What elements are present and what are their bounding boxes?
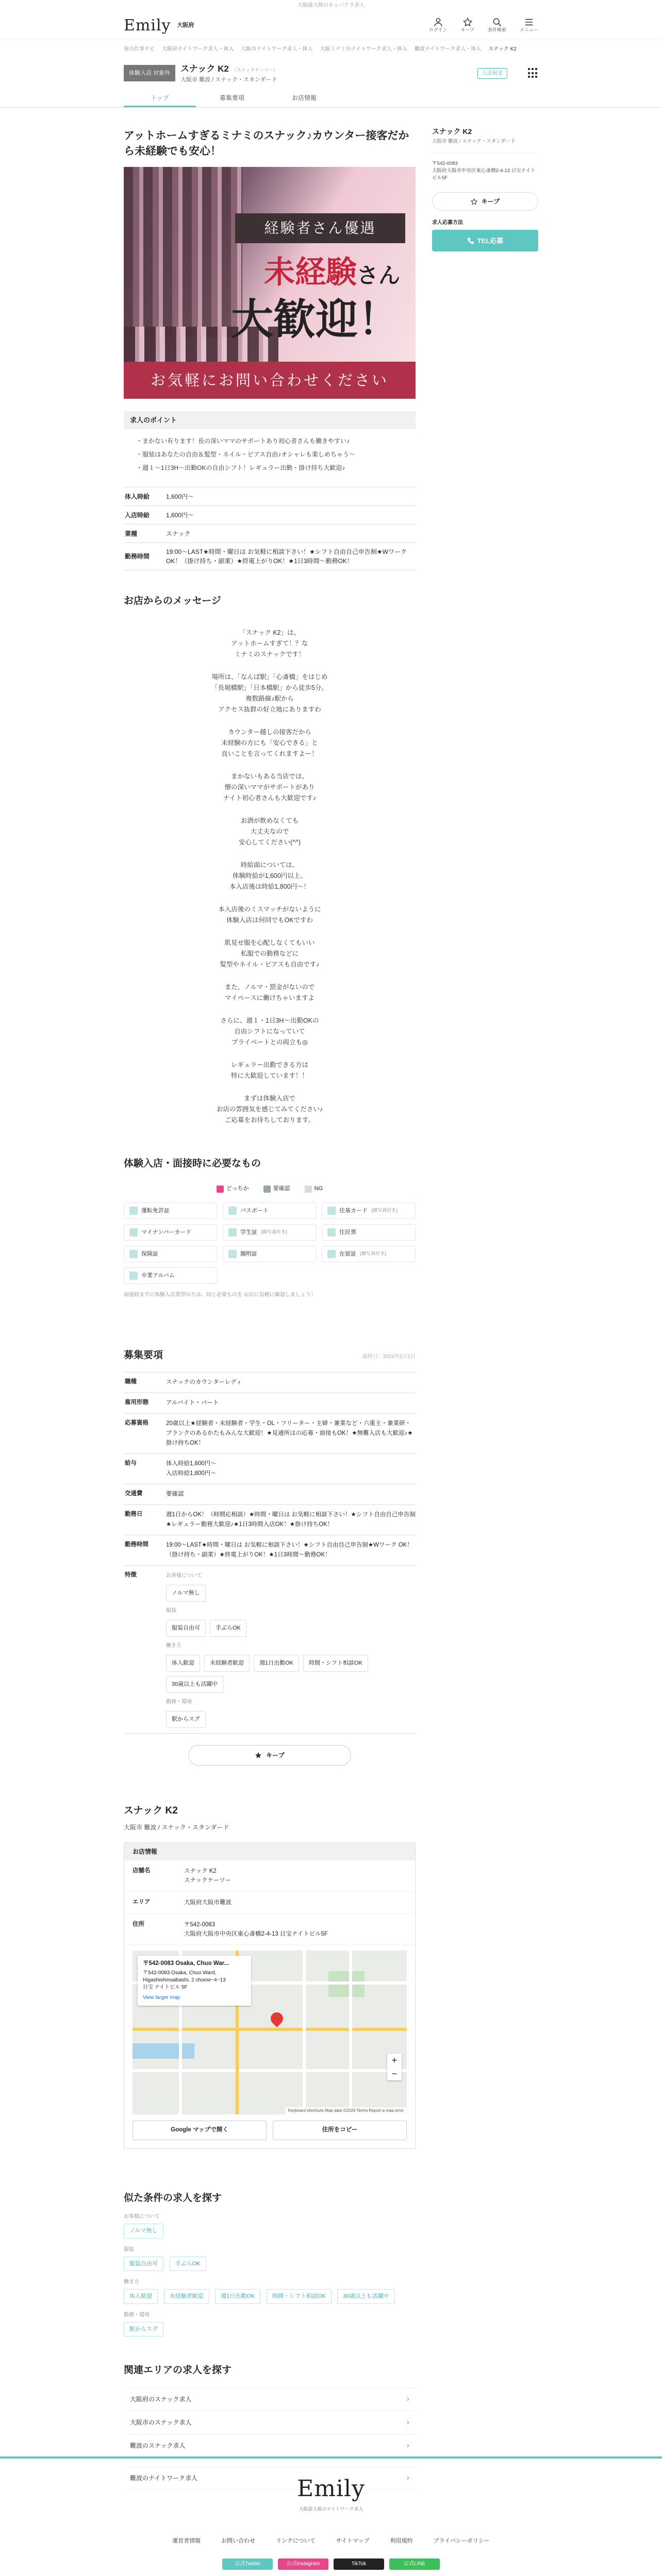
trial-badge: 体験入店 対象外	[124, 65, 175, 82]
message-paragraph: 場所は、「なんば駅」「心斎橋」をはじめ 「長堀橋駅」「日本橋駅」から徒歩5分。 複数路線♪駅から アクセス抜群の好立地にありますわ	[211, 673, 328, 713]
header-icons	[429, 18, 538, 34]
spec-row: 業種 スナック	[124, 524, 416, 543]
hero-headline-2: 大歓迎！	[230, 294, 400, 344]
shop-info-row: エリア 大阪府大阪市難波	[124, 1892, 415, 1914]
id-card-icon	[327, 1228, 336, 1236]
area-label[interactable]: 大阪府	[177, 22, 194, 29]
footer-sns	[0, 2558, 662, 2570]
id-card-icon	[228, 1207, 237, 1215]
feature-tag[interactable]: 手ぶらOK	[210, 1620, 246, 1637]
keep-button[interactable]	[188, 1745, 351, 1766]
login-label: ログイン	[428, 27, 448, 32]
message-paragraph: 「スナック K2」は、 アットホームすぎて！？な ミナミのスナックです！	[231, 629, 308, 658]
recruit-updated: 最終日：2024年5月2日	[362, 1353, 416, 1360]
catch-copy: アットホームすぎるミナミのスナック♪カウンター接客だから未経験でも安心！	[124, 130, 409, 158]
bonus-badge: 入店祝金	[477, 68, 507, 79]
feature-group-title: 服装	[166, 1608, 176, 1614]
feature-tag[interactable]: 服装自由可	[166, 1620, 206, 1637]
similar-group-title: 働き方	[124, 2279, 139, 2285]
site-header	[0, 11, 662, 40]
legend-ng: NG	[305, 1184, 323, 1193]
footer-link[interactable]: 利用規約	[390, 2537, 413, 2544]
recruit-row-features: 特徴 お客様について ノルマ無し 服装 服装自由可 手ぶらOK 働き方 体入歓迎 未経験者歓迎 週1日出勤OK 時間・シフト相談OK 30歳以上も活躍中 勤務・環境 駅からスグ	[124, 1566, 416, 1734]
shop-tabs	[0, 88, 662, 108]
items-title: 体験入店・面接時に必要なもの	[124, 1158, 261, 1169]
message-paragraph: 本入店後のミスマッチがないように 体験入店は何回でもOKですわ	[218, 905, 321, 924]
message-paragraph: さらに、週１・1日3H～出勤OKの 自由シフトになっていて プライベートとの両立も◎	[220, 1016, 319, 1046]
sidebar-address: 〒542-0083 大阪府大阪市中央区東心斎橋2-4-13 日宝ナイトビル5F	[432, 161, 536, 181]
message-paragraph: まかないもある当店では、 懐の深いママがサポートがあり ナイト初心者さんも大歓迎です♪	[223, 772, 317, 802]
feature-tags	[166, 1711, 416, 1728]
map-pin-icon	[268, 2010, 286, 2027]
recruit-row: 応募資格 20歳以上★経験者・未経験者・学生・OL・フリーター・主婦・兼業など・六重主・兼業研・ブランクのあるかたもみんな大歓迎！★見通所はの応募・面接もOK！★無難入店も大歓迎♪★掛け持ちOK！	[124, 1414, 416, 1454]
legend-swatch	[305, 1185, 312, 1193]
similar-chip[interactable]: 週1日出勤OK	[215, 2289, 260, 2304]
tab-shop-info[interactable]: お店情報	[291, 94, 317, 101]
tel-apply-label: TEL応募	[477, 236, 504, 245]
id-card-icon	[129, 1228, 138, 1236]
shop-name: スナック K2 （スナックケーツー）	[180, 64, 278, 74]
similar-chip[interactable]: 未経験者歓迎	[164, 2289, 209, 2304]
map-place: 〒542-0083 Osaka, Chuo War...	[143, 1960, 229, 1967]
feature-tags	[166, 1620, 416, 1637]
twitter-button[interactable]: 公式Twitter	[222, 2558, 273, 2570]
spec-row: 入店時給 1,600円～	[124, 506, 416, 524]
similar-chip[interactable]: ノルマ無し	[124, 2224, 163, 2239]
feature-tag[interactable]: 週1日出勤OK	[254, 1655, 299, 1672]
embedded-map[interactable]	[133, 1951, 407, 2114]
footer-link[interactable]: お問い合わせ	[221, 2537, 256, 2544]
job-points-title: 求人のポイント	[124, 411, 416, 430]
chevron-right-icon: ›	[406, 2441, 409, 2450]
job-points	[124, 411, 416, 480]
shop-title-block	[175, 62, 278, 84]
required-item: 顔明証	[223, 1246, 317, 1262]
message-title: お店からのメッセージ	[124, 596, 221, 607]
feature-tag[interactable]: ノルマ無し	[166, 1585, 206, 1602]
footer-link[interactable]: サイトマップ	[336, 2537, 370, 2544]
star-icon	[255, 1752, 262, 1759]
keep-header-label: キープ	[460, 27, 474, 32]
feature-tag[interactable]: 未経験者歓迎	[204, 1655, 250, 1672]
search-label: 条件検索	[487, 27, 506, 32]
spec-row: 体入時給 1,600円～	[124, 487, 416, 506]
shop-info-box	[124, 1842, 416, 2149]
recruit-row: 交通費 要確認	[124, 1484, 416, 1505]
recruit-title: 募集要項	[124, 1349, 163, 1361]
similar-chip[interactable]: 時間・シフト相談OK	[267, 2289, 332, 2304]
site-footer	[0, 2456, 662, 2576]
breadcrumb-item[interactable]: 大阪ミナミのナイトワーク求人・体入	[320, 46, 407, 52]
user-icon	[434, 18, 443, 27]
related-area-link[interactable]: 難波のスナック求人 ›	[124, 2434, 416, 2458]
hero-band: お気軽にお問い合わせください	[124, 362, 416, 399]
map-zoom-control[interactable]: + −	[387, 2054, 402, 2080]
legend-swatch	[263, 1185, 271, 1193]
footer-links	[0, 2537, 662, 2546]
related-area-title: 関連エリアの求人を探す	[124, 2365, 232, 2376]
hero-headline-1: 未経験さん	[263, 254, 400, 291]
legend-check: 要確認	[263, 1184, 290, 1193]
legend-either: どっちか	[217, 1184, 249, 1193]
job-points-list	[124, 429, 416, 480]
feature-tag[interactable]: 30歳以上も活躍中	[166, 1676, 223, 1693]
legend-swatch	[217, 1185, 224, 1193]
required-item: 保険証	[124, 1246, 218, 1262]
sidebar-shop-name: スナック K2	[432, 127, 472, 135]
similar-chip[interactable]: 30歳以上も活躍中	[337, 2289, 394, 2304]
similar-title: 似た条件の求人を探す	[124, 2192, 222, 2204]
feature-tag[interactable]: 時間・シフト相談OK	[303, 1655, 368, 1672]
similar-group	[124, 2311, 416, 2337]
related-area-link[interactable]: 難波のナイトワーク求人 ›	[124, 2467, 416, 2490]
main-column	[124, 108, 416, 2490]
similar-chip[interactable]: 服装自由可	[124, 2257, 163, 2272]
map-buttons	[133, 2121, 407, 2140]
hero-image	[124, 167, 416, 399]
spec-table	[124, 487, 416, 570]
content-layout	[0, 108, 662, 2490]
line-button[interactable]: 公式LINE	[389, 2558, 440, 2570]
breadcrumb-current: スナック K2	[488, 46, 517, 52]
related-area-link[interactable]: 大阪市のスナック求人 ›	[124, 2411, 416, 2434]
hero-photo-top	[124, 167, 242, 337]
similar-group-title: お客様について	[124, 2214, 160, 2220]
recruit-table	[124, 1372, 416, 1734]
keep-header-button[interactable]	[460, 18, 474, 34]
breadcrumb-item[interactable]: 難波ナイトワーク求人・体入	[414, 46, 482, 52]
menu-label: メニュー	[519, 27, 538, 32]
feature-tags	[166, 1655, 416, 1693]
chevron-right-icon: ›	[406, 2417, 409, 2427]
shop-info-title: スナック K2	[124, 1805, 178, 1817]
job-point: ・ 週１～1日3H～出勤OKの自由シフト！レギュラー出勤・掛け持ち大歓迎♪	[136, 461, 403, 474]
sidebar-keep-button[interactable]	[432, 192, 538, 211]
instagram-button[interactable]: 公式Instagram	[278, 2558, 328, 2570]
copy-address-button[interactable]: 住所をコピー	[273, 2121, 407, 2140]
search-icon	[492, 18, 502, 27]
required-item: 住民票	[322, 1224, 416, 1241]
recruit-header	[124, 1348, 416, 1363]
recruit-row: 職種 スナックのカウンターレディ	[124, 1372, 416, 1393]
footer-link[interactable]: 運営者情報	[172, 2537, 201, 2544]
id-card-icon	[228, 1250, 237, 1258]
required-item: 運転免許証	[124, 1202, 218, 1219]
recruit-row: 勤務日 週1日からOK！（時間応相談）★時間・曜日は お気軽に相談下さい！★シフト自由自己申告制★レギュラー勤務大歓迎♪★1日3時間入店OK！★掛け持ちOK！	[124, 1505, 416, 1535]
breadcrumb-item[interactable]: 夜の仕事ナビ	[124, 46, 155, 52]
related-area-link[interactable]: 大阪府のスナック求人 ›	[124, 2388, 416, 2411]
breadcrumb-item[interactable]: 大阪府ナイトワーク求人・体入	[162, 46, 234, 52]
star-icon	[463, 18, 472, 27]
required-item: 住基カード (顔写真付き)	[322, 1202, 416, 1219]
shop-info-row: 店舗名 スナック K2 スナックケーツー	[124, 1860, 415, 1892]
similar-group-title: 服装	[124, 2246, 134, 2252]
id-card-icon	[327, 1207, 336, 1215]
message-paragraph: 時給面については、 体験時給が1,600円以上、 本入店後は時給1,800円～！	[229, 861, 310, 890]
tab-top[interactable]: トップ	[124, 88, 196, 107]
breadcrumb-item[interactable]: 大阪市ナイトワーク求人・体入	[241, 46, 313, 52]
required-item: 卒業アルバム	[124, 1267, 218, 1284]
shop-info-row: 住所 〒542-0083 大阪府大阪市中央区東心斎橋2-4-13 日宝ナイトビル5F	[124, 1914, 415, 1945]
similar-chip[interactable]: 駅からスグ	[124, 2322, 163, 2337]
recruit-row: 給与 体入時給1,600円～ 入店時給1,800円～	[124, 1454, 416, 1484]
message-paragraph: お酒が飲めなくても 大丈夫なので 安心してください(^^)	[238, 817, 301, 846]
phone-icon	[467, 237, 474, 244]
similar-chip[interactable]: 手ぶらOK	[170, 2257, 206, 2272]
id-card-icon	[228, 1228, 237, 1236]
feature-groups	[166, 1571, 416, 1728]
recruit-row: 勤務時間 19:00～LAST★時間・曜日は お気軽に相談下さい！★シフト自由自己申告制★Wワーク OK！（掛け持ち・副業）★終電上がりOK！★1日3時間～勤務OK！	[124, 1535, 416, 1566]
similar-group-title: 勤務・環境	[124, 2312, 150, 2318]
tab-recruit[interactable]: 募集要項	[219, 94, 244, 101]
map-info-card	[138, 1956, 251, 2006]
footer-logo[interactable]: Emily	[297, 2476, 365, 2502]
sidebar-divider	[432, 152, 538, 153]
sidebar-keep-label: キープ	[481, 198, 500, 206]
site-logo[interactable]: Emily	[124, 16, 171, 35]
message-paragraph: また、ノルマ・罰金がないので マイペースに働けちゃいますよ	[224, 983, 315, 1002]
job-point: ・ まかない有ります！長の深いママのサポートあり初心者さんも働きやすい♪	[136, 434, 403, 448]
menu-button[interactable]	[520, 18, 538, 34]
grid-menu-icon[interactable]	[528, 68, 538, 78]
footer-tagline: 大阪最大級のナイトワーク求人	[299, 2506, 363, 2512]
similar-group	[124, 2246, 416, 2272]
tiktok-button[interactable]: TikTok	[334, 2558, 384, 2570]
shop-subtitle: 大阪市 難波 / スナック・スタンダード	[180, 76, 277, 83]
feature-tags	[166, 1585, 416, 1602]
map-larger-link[interactable]: View larger map	[143, 1994, 180, 2001]
sidebar-shop-sub: 大阪市 難波 / スナック・スタンダード	[432, 139, 516, 144]
hero-ribbon: 経験者さん優遇	[235, 213, 405, 243]
items-legend	[124, 1184, 416, 1193]
footer-link[interactable]: リンクについて	[276, 2537, 316, 2544]
required-item: 在留証 (顔写真付き)	[322, 1246, 416, 1262]
items-note: 面接時までに体験入店希望の方は、同じ必要ものを お店に気軽に確認しましょう！	[124, 1292, 316, 1298]
open-google-maps-button[interactable]: Google マップで開く	[133, 2121, 267, 2140]
similar-group	[124, 2278, 416, 2304]
spec-row: 勤務時間 19:00～LAST★時間・曜日は お気軽に相談下さい！★シフト自由自己申告制★Wワーク OK！（掛け持ち・副業）★終電上がりOK！★1日3時間～勤務OK！	[124, 543, 416, 570]
similar-group	[124, 2213, 416, 2239]
search-button[interactable]	[488, 18, 506, 34]
sidebar-apply-label: 求人応募方法	[432, 220, 463, 226]
items-grid	[124, 1202, 416, 1284]
id-card-icon	[129, 1207, 138, 1215]
required-item: 学生証 (顔写真付き)	[223, 1224, 317, 1241]
feature-tag[interactable]: 駅からスグ	[166, 1711, 206, 1728]
job-point: ・ 服装はあなたの自由＆髪型・ネイル・ピアス自由♪オシャレも楽しめちゃう～	[136, 448, 403, 461]
shop-bar	[0, 58, 662, 88]
map-address: 〒542-0083 Osaka, Chuo Ward, Higashishinsaibashi, 2 chome−4−13 日宝 ナイトビル 5F	[143, 1970, 226, 1990]
map-attribution: Keyboard shortcuts Map data ©2024 Terms Report a map error	[285, 2107, 407, 2114]
keep-button-label: キープ	[266, 1752, 285, 1759]
footer-link[interactable]: プライバシーポリシー	[433, 2537, 490, 2544]
star-icon	[471, 198, 477, 205]
shop-info-head: お店情報	[124, 1843, 415, 1860]
message-paragraph: 肌見せ服を心配しなくてもいい 私服での勤務などに 髪型やネイル・ピアスも自由です♪	[220, 939, 320, 968]
id-card-icon	[129, 1250, 138, 1258]
feature-group-title: お客様について	[166, 1573, 202, 1579]
message-paragraph: レギュラー出勤できる方は 特に大歓迎しています！！	[230, 1061, 308, 1079]
shop-info-subtitle: 大阪市 難波 / スナック・スタンダード	[124, 1823, 229, 1831]
id-card-icon	[327, 1250, 336, 1258]
required-item: マイナンバーカード	[124, 1224, 218, 1241]
feature-group-title: 働き方	[166, 1643, 181, 1649]
breadcrumb	[0, 40, 662, 58]
feature-group-title: 勤務・環境	[166, 1699, 192, 1705]
similar-chip[interactable]: 体入歓迎	[124, 2289, 158, 2304]
id-card-icon	[129, 1272, 138, 1280]
recruit-row: 雇用形態 アルバイト・パート	[124, 1393, 416, 1414]
sidebar	[432, 108, 538, 2490]
message-paragraph: カウンター越しの接客だから 未経験の方にも「安心できる」と 良いことを言ってくれますよー！	[221, 728, 318, 757]
chevron-right-icon: ›	[406, 2394, 409, 2403]
chevron-right-icon: ›	[406, 2473, 409, 2483]
tel-apply-button[interactable]	[432, 230, 538, 251]
shop-name-kana: （スナックケーツー）	[231, 67, 278, 73]
menu-icon	[524, 18, 534, 27]
login-button[interactable]	[429, 18, 448, 34]
top-note: 大阪最大級のキャバクラ求人	[297, 3, 365, 8]
required-item: パスポート	[223, 1202, 317, 1219]
feature-tag[interactable]: 体入歓迎	[166, 1655, 200, 1672]
message-paragraph: まずは体験入店で お店の雰囲気を感じてみてください♪ ご応募をお待ちしております。	[216, 1094, 323, 1124]
shop-message	[124, 628, 416, 1126]
